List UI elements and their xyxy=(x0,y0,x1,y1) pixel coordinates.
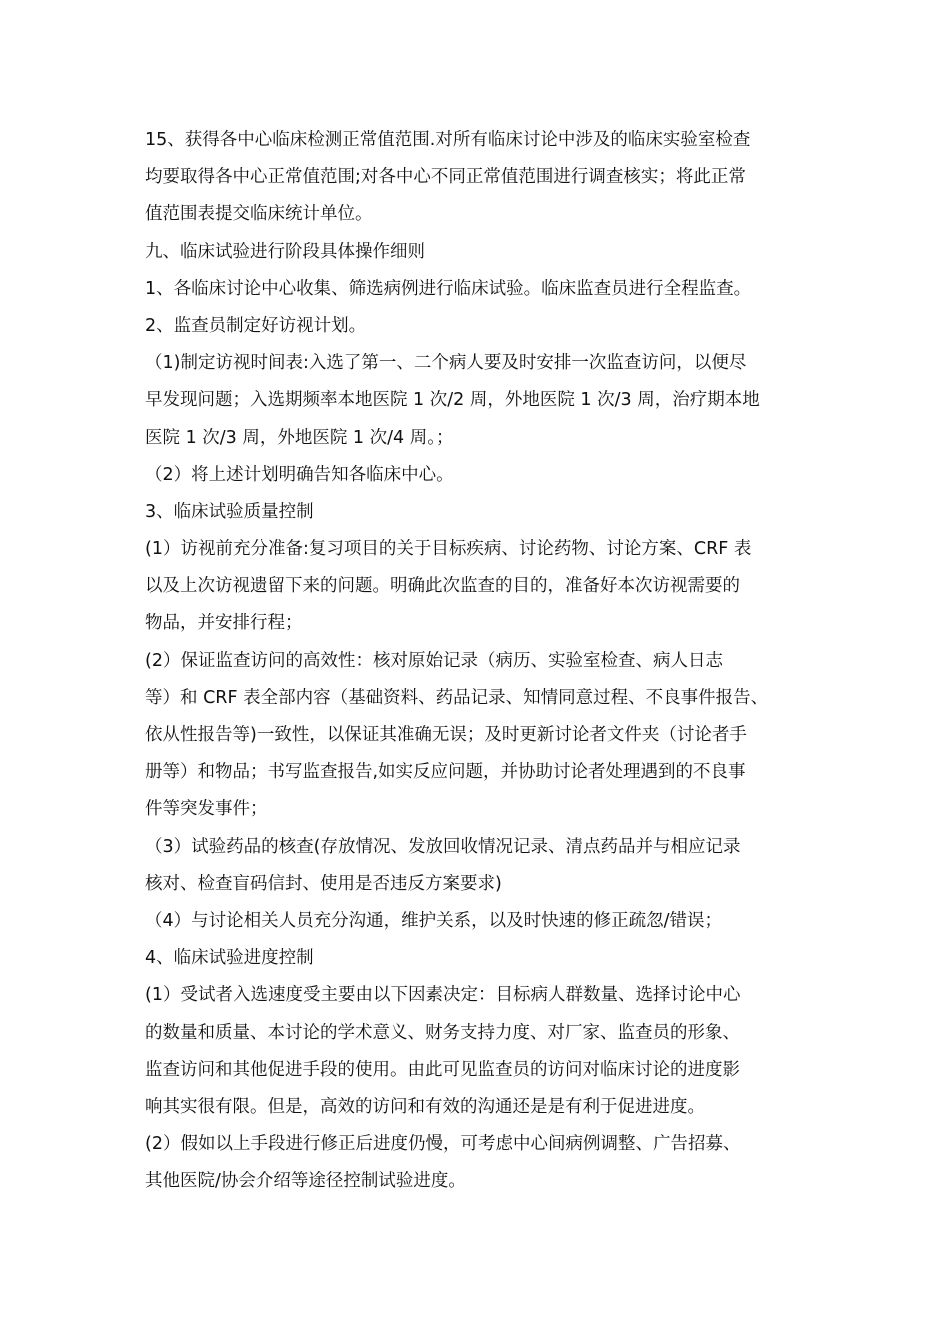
text-line: 依从性报告等)一致性，以保证其准确无误；及时更新讨论者文件夹（讨论者手 xyxy=(145,725,747,745)
text-line: 其他医院/协会介绍等途径控制试验进度。 xyxy=(145,1171,466,1192)
text-line: (2）保证监查访问的高效性：核对原始记录（病历、实验室检查、病人日志 xyxy=(145,650,723,671)
text-line: 核对、检查盲码信封、使用是否违反方案要求) xyxy=(145,873,502,894)
text-line: 1、各临床讨论中心收集、筛选病例进行临床试验。临床监查员进行全程监查。 xyxy=(145,278,752,299)
text-line: 册等）和物品；书写监查报告,如实反应问题，并协助讨论者处理遇到的不良事 xyxy=(145,762,746,783)
section-heading: 九、临床试验进行阶段具体操作细则 xyxy=(145,241,425,262)
subsection-heading: 3、临床试验质量控制 xyxy=(145,501,314,522)
text-line: （4）与讨论相关人员充分沟通，维护关系，以及时快速的修正疏忽/错误； xyxy=(145,910,723,931)
text-line: 等）和 CRF 表全部内容（基础资料、药品记录、知情同意过程、不良事件报告、 xyxy=(145,687,769,708)
text-line: 以及上次访视遗留下来的问题。明确此次监查的目的，准备好本次访视需要的 xyxy=(145,576,740,597)
text-line: (1）访视前充分准备:复习项目的关于目标疾病、讨论药物、讨论方案、CRF 表 xyxy=(145,539,752,560)
text-line: (1）受试者入选速度受主要由以下因素决定：目标病人群数量、选择讨论中心 xyxy=(145,985,741,1006)
text-line: 响其实很有限。但是，高效的访问和有效的沟通还是是有利于促进进度。 xyxy=(145,1096,705,1117)
text-line: 15、获得各中心临床检测正常值范围.对所有临床讨论中涉及的临床实验室检查 xyxy=(145,130,751,150)
text-line: （2）将上述计划明确告知各临床中心。 xyxy=(145,464,454,485)
text-line: （3）试验药品的核查(存放情况、发放回收情况记录、清点药品并与相应记录 xyxy=(145,836,741,857)
text-line: 医院 1 次/3 周，外地医院 1 次/4 周。； xyxy=(145,427,454,448)
text-line: 的数量和质量、本讨论的学术意义、财务支持力度、对厂家、监查员的形象、 xyxy=(145,1022,740,1043)
document-body xyxy=(145,122,813,1200)
text-line: 均要取得各中心正常值范围;对各中心不同正常值范围进行调查核实；将此正常 xyxy=(145,167,746,188)
text-line: 物品，并安排行程； xyxy=(145,613,303,634)
text-line: （1)制定访视时间表:入选了第一、二个病人要及时安排一次监查访问，以便尽 xyxy=(145,353,747,374)
text-line: 2、监查员制定好访视计划。 xyxy=(145,315,367,336)
subsection-heading: 4、临床试验进度控制 xyxy=(145,948,314,969)
text-line: 早发现问题；入选期频率本地医院 1 次/2 周，外地医院 1 次/3 周，治疗期本地 xyxy=(145,390,760,411)
text-line: 监查访问和其他促进手段的使用。由此可见监查员的访问对临床讨论的进度影 xyxy=(145,1059,740,1080)
text-line: (2）假如以上手段进行修正后进度仍慢，可考虑中心间病例调整、广告招募、 xyxy=(145,1134,741,1155)
text-line: 值范围表提交临床统计单位。 xyxy=(145,204,373,225)
text-line: 件等突发事件； xyxy=(145,799,268,820)
